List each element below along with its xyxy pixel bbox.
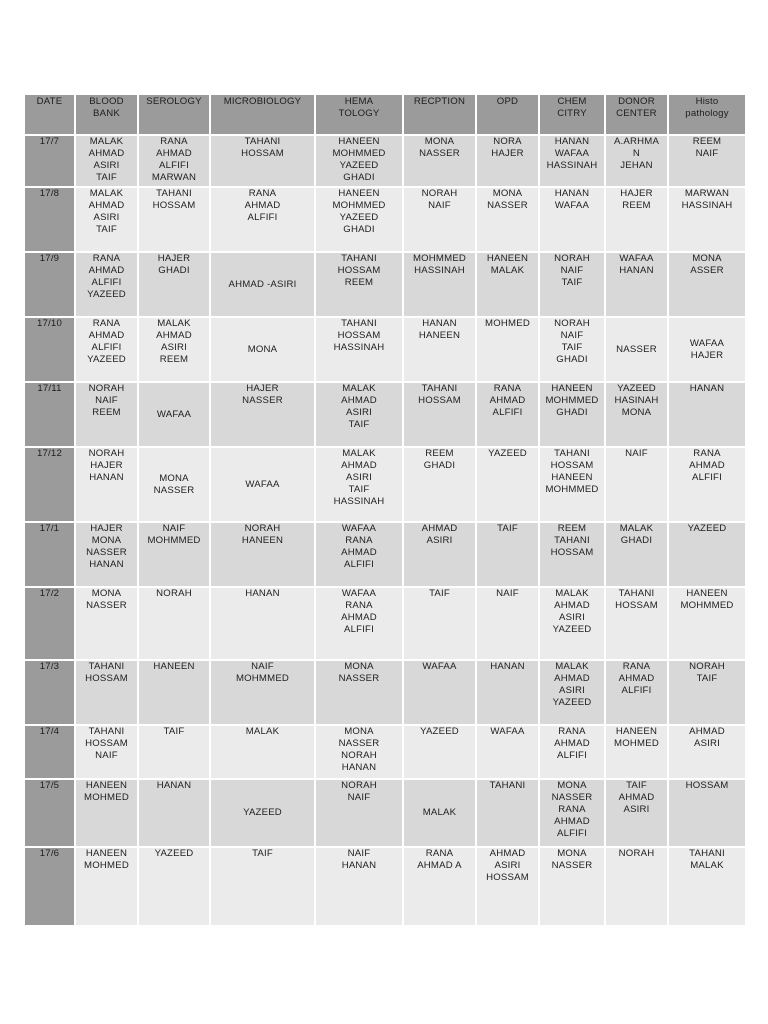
donor-center-cell: HANEEN MOHMED (605, 725, 668, 779)
chemistry-cell: MONA NASSER RANA AHMAD ALFIFI (539, 779, 605, 847)
chemistry-cell: RANA AHMAD ALFIFI (539, 725, 605, 779)
header-blood-bank: BLOOD BANK (75, 94, 138, 135)
date-cell: 17/11 (24, 382, 75, 447)
serology-cell: RANA AHMAD ALFIFI MARWAN (138, 135, 210, 187)
table-row (24, 187, 746, 252)
chemistry-cell: TAHANI HOSSAM HANEEN MOHMMED (539, 447, 605, 522)
microbiology-cell: AHMAD -ASIRI (210, 252, 315, 317)
microbiology-cell: WAFAA (210, 447, 315, 522)
table-row (24, 522, 746, 587)
donor-center-cell: NAIF (605, 447, 668, 522)
blood-bank-cell: RANA AHMAD ALFIFI YAZEED (75, 317, 138, 382)
chemistry-cell: REEM TAHANI HOSSAM (539, 522, 605, 587)
date-cell: 17/9 (24, 252, 75, 317)
blood-bank-cell: MALAK AHMAD ASIRI TAIF (75, 187, 138, 252)
blood-bank-cell: TAHANI HOSSAM NAIF (75, 725, 138, 779)
table-row (24, 587, 746, 660)
serology-cell: TAHANI HOSSAM (138, 187, 210, 252)
date-cell: 17/5 (24, 779, 75, 847)
serology-cell: HANAN (138, 779, 210, 847)
reception-cell: MOHMMED HASSINAH (403, 252, 476, 317)
table-row (24, 725, 746, 779)
date-cell: 17/4 (24, 725, 75, 779)
chemistry-cell: HANEEN MOHMMED GHADI (539, 382, 605, 447)
date-cell: 17/8 (24, 187, 75, 252)
serology-cell: MALAK AHMAD ASIRI REEM (138, 317, 210, 382)
header-chemistry: CHEM CITRY (539, 94, 605, 135)
reception-cell: RANA AHMAD A (403, 847, 476, 926)
hematology-cell: MONA NASSER (315, 660, 403, 725)
microbiology-cell: YAZEED (210, 779, 315, 847)
serology-cell: NAIF MOHMMED (138, 522, 210, 587)
donor-center-cell: NORAH (605, 847, 668, 926)
date-cell: 17/7 (24, 135, 75, 187)
header-opd: OPD (476, 94, 539, 135)
date-cell: 17/3 (24, 660, 75, 725)
microbiology-cell: NORAH HANEEN (210, 522, 315, 587)
hematology-cell: WAFAA RANA AHMAD ALFIFI (315, 522, 403, 587)
donor-center-cell: HAJER REEM (605, 187, 668, 252)
blood-bank-cell: TAHANI HOSSAM (75, 660, 138, 725)
blood-bank-cell: MALAK AHMAD ASIRI TAIF (75, 135, 138, 187)
date-cell: 17/2 (24, 587, 75, 660)
opd-cell: TAIF (476, 522, 539, 587)
table-row (24, 779, 746, 847)
histopathology-cell: AHMAD ASIRI (668, 725, 746, 779)
reception-cell: AHMAD ASIRI (403, 522, 476, 587)
opd-cell: NAIF (476, 587, 539, 660)
chemistry-cell: MONA NASSER (539, 847, 605, 926)
date-cell: 17/10 (24, 317, 75, 382)
histopathology-cell: WAFAA HAJER (668, 317, 746, 382)
serology-cell: HAJER GHADI (138, 252, 210, 317)
table-row (24, 660, 746, 725)
blood-bank-cell: NORAH HAJER HANAN (75, 447, 138, 522)
hematology-cell: NAIF HANAN (315, 847, 403, 926)
opd-cell: RANA AHMAD ALFIFI (476, 382, 539, 447)
microbiology-cell: MALAK (210, 725, 315, 779)
blood-bank-cell: MONA NASSER (75, 587, 138, 660)
opd-cell: HANEEN MALAK (476, 252, 539, 317)
reception-cell: TAIF (403, 587, 476, 660)
hematology-cell: MONA NASSER NORAH HANAN (315, 725, 403, 779)
hematology-cell: TAHANI HOSSAM HASSINAH (315, 317, 403, 382)
donor-center-cell: TAHANI HOSSAM (605, 587, 668, 660)
serology-cell: YAZEED (138, 847, 210, 926)
blood-bank-cell: HAJER MONA NASSER HANAN (75, 522, 138, 587)
microbiology-cell: NAIF MOHMMED (210, 660, 315, 725)
chemistry-cell: NORAH NAIF TAIF GHADI (539, 317, 605, 382)
header-row (24, 94, 746, 135)
header-hematology: HEMA TOLOGY (315, 94, 403, 135)
opd-cell: HANAN (476, 660, 539, 725)
serology-cell: WAFAA (138, 382, 210, 447)
opd-cell: YAZEED (476, 447, 539, 522)
hematology-cell: TAHANI HOSSAM REEM (315, 252, 403, 317)
hematology-cell: MALAK AHMAD ASIRI TAIF HASSINAH (315, 447, 403, 522)
header-serology: SEROLOGY (138, 94, 210, 135)
table-row (24, 382, 746, 447)
histopathology-cell: REEM NAIF (668, 135, 746, 187)
chemistry-cell: MALAK AHMAD ASIRI YAZEED (539, 660, 605, 725)
blood-bank-cell: HANEEN MOHMED (75, 847, 138, 926)
microbiology-cell: RANA AHMAD ALFIFI (210, 187, 315, 252)
hematology-cell: WAFAA RANA AHMAD ALFIFI (315, 587, 403, 660)
header-reception: RECPTION (403, 94, 476, 135)
rotation-schedule-table (23, 93, 747, 927)
table-row (24, 447, 746, 522)
opd-cell: NORA HAJER (476, 135, 539, 187)
serology-cell: TAIF (138, 725, 210, 779)
donor-center-cell: WAFAA HANAN (605, 252, 668, 317)
hematology-cell: HANEEN MOHMMED YAZEED GHADI (315, 187, 403, 252)
donor-center-cell: MALAK GHADI (605, 522, 668, 587)
reception-cell: WAFAA (403, 660, 476, 725)
header-date: DATE (24, 94, 75, 135)
histopathology-cell: NORAH TAIF (668, 660, 746, 725)
header-donor-center: DONOR CENTER (605, 94, 668, 135)
reception-cell: HANAN HANEEN (403, 317, 476, 382)
opd-cell: AHMAD ASIRI HOSSAM (476, 847, 539, 926)
serology-cell: NORAH (138, 587, 210, 660)
reception-cell: TAHANI HOSSAM (403, 382, 476, 447)
microbiology-cell: MONA (210, 317, 315, 382)
table-row (24, 135, 746, 187)
histopathology-cell: TAHANI MALAK (668, 847, 746, 926)
hematology-cell: HANEEN MOHMMED YAZEED GHADI (315, 135, 403, 187)
histopathology-cell: HANEEN MOHMMED (668, 587, 746, 660)
blood-bank-cell: HANEEN MOHMED (75, 779, 138, 847)
blood-bank-cell: RANA AHMAD ALFIFI YAZEED (75, 252, 138, 317)
header-microbiology: MICROBIOLOGY (210, 94, 315, 135)
table-row (24, 317, 746, 382)
chemistry-cell: NORAH NAIF TAIF (539, 252, 605, 317)
microbiology-cell: HAJER NASSER (210, 382, 315, 447)
hematology-cell: MALAK AHMAD ASIRI TAIF (315, 382, 403, 447)
reception-cell: REEM GHADI (403, 447, 476, 522)
opd-cell: MONA NASSER (476, 187, 539, 252)
donor-center-cell: YAZEED HASINAH MONA (605, 382, 668, 447)
serology-cell: MONA NASSER (138, 447, 210, 522)
chemistry-cell: MALAK AHMAD ASIRI YAZEED (539, 587, 605, 660)
opd-cell: TAHANI (476, 779, 539, 847)
reception-cell: NORAH NAIF (403, 187, 476, 252)
date-cell: 17/1 (24, 522, 75, 587)
donor-center-cell: TAIF AHMAD ASIRI (605, 779, 668, 847)
blood-bank-cell: NORAH NAIF REEM (75, 382, 138, 447)
chemistry-cell: HANAN WAFAA (539, 187, 605, 252)
table-row (24, 847, 746, 926)
opd-cell: MOHMED (476, 317, 539, 382)
reception-cell: MALAK (403, 779, 476, 847)
donor-center-cell: RANA AHMAD ALFIFI (605, 660, 668, 725)
histopathology-cell: MONA ASSER (668, 252, 746, 317)
histopathology-cell: MARWAN HASSINAH (668, 187, 746, 252)
histopathology-cell: RANA AHMAD ALFIFI (668, 447, 746, 522)
donor-center-cell: A.ARHMA N JEHAN (605, 135, 668, 187)
header-histopathology: Histo pathology (668, 94, 746, 135)
microbiology-cell: TAHANI HOSSAM (210, 135, 315, 187)
donor-center-cell: NASSER (605, 317, 668, 382)
microbiology-cell: TAIF (210, 847, 315, 926)
microbiology-cell: HANAN (210, 587, 315, 660)
serology-cell: HANEEN (138, 660, 210, 725)
chemistry-cell: HANAN WAFAA HASSINAH (539, 135, 605, 187)
reception-cell: MONA NASSER (403, 135, 476, 187)
histopathology-cell: YAZEED (668, 522, 746, 587)
reception-cell: YAZEED (403, 725, 476, 779)
date-cell: 17/6 (24, 847, 75, 926)
histopathology-cell: HANAN (668, 382, 746, 447)
date-cell: 17/12 (24, 447, 75, 522)
histopathology-cell: HOSSAM (668, 779, 746, 847)
opd-cell: WAFAA (476, 725, 539, 779)
table-row (24, 252, 746, 317)
hematology-cell: NORAH NAIF (315, 779, 403, 847)
